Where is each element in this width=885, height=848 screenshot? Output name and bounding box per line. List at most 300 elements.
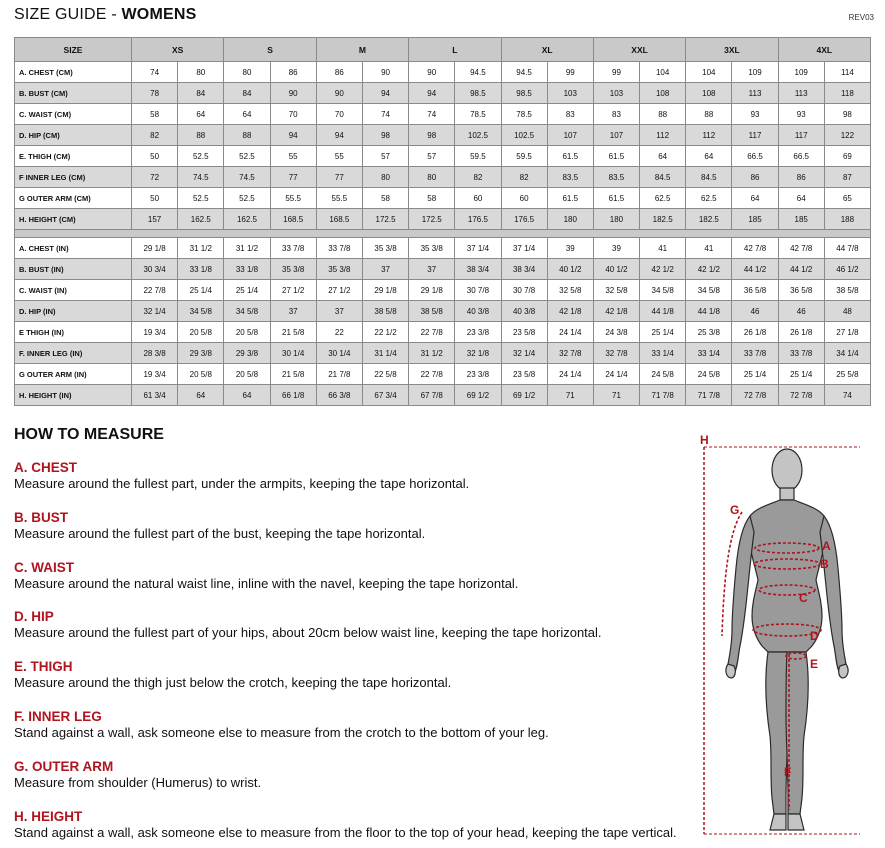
table-cell: 99 [593,62,639,83]
table-cell: 113 [778,83,824,104]
table-cell: 102.5 [501,125,547,146]
table-cell: 83.5 [547,167,593,188]
table-cell: 42 1/2 [640,259,686,280]
measure-item [14,560,694,592]
table-cell: 34 1/4 [824,343,870,364]
table-cell: 24 1/4 [547,322,593,343]
left-leg-shape [766,652,788,814]
revision-code: REV03 [848,13,874,22]
table-cell: 176.5 [455,209,501,230]
table-cell: 86 [778,167,824,188]
table-cell: 20 5/8 [224,322,270,343]
table-cell: 122 [824,125,870,146]
table-cell: 52.5 [224,188,270,209]
table-cell: 117 [732,125,778,146]
table-cell: 50 [132,188,178,209]
table-cell: 37 [362,259,408,280]
table-cell: 58 [362,188,408,209]
table-cell: 60 [501,188,547,209]
table-cell: 25 1/4 [224,280,270,301]
table-cell: 19 3/4 [132,322,178,343]
table-cell: 34 5/8 [224,301,270,322]
table-cell: 182.5 [640,209,686,230]
measure-item-description: Measure around the fullest part of your hips, about 20cm below waist line, keeping the tape horizontal. [14,625,602,641]
table-cell: 168.5 [316,209,362,230]
table-cell: 30 3/4 [132,259,178,280]
table-cell: 64 [178,385,224,406]
table-cell: 24 5/8 [686,364,732,385]
table-cell: 37 [316,301,362,322]
table-row [15,167,871,188]
table-cell: 46 1/2 [824,259,870,280]
table-cell: 64 [778,188,824,209]
table-cell: 74.5 [224,167,270,188]
page-header [14,4,874,28]
table-cell: 57 [409,146,455,167]
table-cell: 90 [316,83,362,104]
table-cell: 72 7/8 [732,385,778,406]
measure-item-description: Measure around the fullest part, under the armpits, keeping the tape horizontal. [14,476,470,491]
table-cell: 64 [224,104,270,125]
measure-item-name: G. OUTER ARM [14,758,114,774]
table-cell: 22 5/8 [362,364,408,385]
table-cell: 44 1/8 [640,301,686,322]
table-cell: 84 [178,83,224,104]
measure-item [14,460,694,492]
table-cell: 90 [362,62,408,83]
table-cell: 23 3/8 [455,322,501,343]
label-c: C [799,591,808,605]
table-cell: 71 [547,385,593,406]
table-cell: 98 [409,125,455,146]
measure-item [14,609,694,641]
head-shape [772,449,802,491]
table-row [15,125,871,146]
table-cell: 42 1/8 [547,301,593,322]
row-label: H. HEIGHT (CM) [15,209,132,230]
table-cell: 38 3/4 [455,259,501,280]
table-cell: 26 1/8 [778,322,824,343]
table-cell: 112 [640,125,686,146]
measure-item-name: E. THIGH [14,659,73,675]
row-label: B. BUST (CM) [15,83,132,104]
table-cell: 25 1/4 [778,364,824,385]
row-label: G OUTER ARM (IN) [15,364,132,385]
table-cell: 44 7/8 [824,238,870,259]
label-g: G [730,503,740,517]
table-cell: 65 [824,188,870,209]
table-cell: 61.5 [593,146,639,167]
row-label: C. WAIST (CM) [15,104,132,125]
table-cell: 55.5 [270,188,316,209]
table-cell: 117 [778,125,824,146]
title-prefix: SIZE GUIDE - [14,6,122,23]
table-cell: 62.5 [686,188,732,209]
table-cell: 66 1/8 [270,385,316,406]
table-cell: 80 [409,167,455,188]
table-cell: 64 [178,104,224,125]
table-cell: 44 1/2 [732,259,778,280]
table-cell: 90 [409,62,455,83]
table-cell: 22 1/2 [362,322,408,343]
table-cell: 59.5 [501,146,547,167]
size-header-xl: XL [501,38,593,62]
table-cell: 39 [547,238,593,259]
table-cell: 112 [686,125,732,146]
table-cell: 46 [732,301,778,322]
table-cell: 35 3/8 [316,259,362,280]
table-cell: 31 1/2 [224,238,270,259]
body-measurement-figure [690,430,870,840]
size-header-xxl: XXL [593,38,685,62]
table-cell: 55.5 [316,188,362,209]
table-cell: 35 3/8 [409,238,455,259]
table-cell: 52.5 [178,146,224,167]
table-row [15,209,871,230]
table-cell: 94.5 [455,62,501,83]
table-cell: 32 1/8 [455,343,501,364]
table-cell: 39 [593,238,639,259]
table-cell: 38 5/8 [409,301,455,322]
table-cell: 27 1/2 [316,280,362,301]
table-cell: 35 3/8 [362,238,408,259]
table-cell: 28 3/8 [132,343,178,364]
table-cell: 31 1/2 [409,343,455,364]
measure-item [14,709,694,741]
how-to-measure-title: HOW TO MEASURE [14,426,164,443]
table-cell: 33 1/4 [640,343,686,364]
measure-item-name: D. HIP [14,609,54,625]
table-cell: 25 1/4 [640,322,686,343]
table-cell: 25 1/4 [178,280,224,301]
table-cell: 48 [824,301,870,322]
table-cell: 70 [316,104,362,125]
row-label: B. BUST (IN) [15,259,132,280]
table-cell: 93 [778,104,824,125]
table-cell: 30 1/4 [270,343,316,364]
table-cell: 21 5/8 [270,322,316,343]
table-cell: 36 5/8 [732,280,778,301]
table-cell: 52.5 [224,146,270,167]
table-cell: 94 [409,83,455,104]
table-cell: 98.5 [455,83,501,104]
measure-item [14,659,694,691]
table-cell: 46 [778,301,824,322]
table-cell: 74 [409,104,455,125]
table-cell: 94 [270,125,316,146]
table-cell: 27 1/2 [270,280,316,301]
table-cell: 33 7/8 [316,238,362,259]
table-cell: 23 5/8 [501,364,547,385]
table-cell: 83.5 [593,167,639,188]
left-foot-shape [770,814,786,830]
table-cell: 72 7/8 [778,385,824,406]
table-cell: 88 [178,125,224,146]
table-cell: 55 [316,146,362,167]
table-cell: 103 [593,83,639,104]
table-cell: 172.5 [409,209,455,230]
table-cell: 23 5/8 [501,322,547,343]
table-cell: 86 [316,62,362,83]
table-cell: 41 [640,238,686,259]
table-cell: 71 [593,385,639,406]
table-cell: 185 [778,209,824,230]
table-cell: 71 7/8 [686,385,732,406]
table-cell: 162.5 [224,209,270,230]
table-cell: 58 [409,188,455,209]
table-cell: 20 5/8 [224,364,270,385]
table-cell: 62.5 [640,188,686,209]
table-cell: 168.5 [270,209,316,230]
table-cell: 77 [270,167,316,188]
table-cell: 31 1/4 [362,343,408,364]
table-cell: 84.5 [686,167,732,188]
table-cell: 84 [224,83,270,104]
table-cell: 22 7/8 [409,364,455,385]
table-cell: 66.5 [778,146,824,167]
table-cell: 61 3/4 [132,385,178,406]
table-cell: 44 1/8 [686,301,732,322]
table-cell: 107 [547,125,593,146]
table-cell: 82 [455,167,501,188]
hand-left-shape [726,664,735,678]
table-cell: 19 3/4 [132,364,178,385]
table-cell: 33 7/8 [778,343,824,364]
row-label: E. THIGH (CM) [15,146,132,167]
table-cell: 24 1/4 [547,364,593,385]
table-cell: 176.5 [501,209,547,230]
table-cell: 108 [640,83,686,104]
table-cell: 58 [132,104,178,125]
table-cell: 69 [824,146,870,167]
table-row [15,62,871,83]
measure-item-description: Measure around the thigh just below the crotch, keeping the tape horizontal. [14,675,452,691]
table-cell: 33 1/8 [224,259,270,280]
measure-item [14,510,694,542]
unit-divider-row [15,230,871,238]
table-cell: 64 [640,146,686,167]
table-row [15,259,871,280]
table-cell: 74 [362,104,408,125]
table-cell: 64 [224,385,270,406]
table-cell: 67 7/8 [409,385,455,406]
table-cell: 66.5 [732,146,778,167]
table-cell: 80 [178,62,224,83]
table-row [15,104,871,125]
table-cell: 157 [132,209,178,230]
measure-item-description: Measure from shoulder (Humerus) to wrist. [14,774,262,790]
measure-item-description: Stand against a wall, ask someone else to measure from the floor to the top of your head, keeping the tape vertical. [14,824,677,840]
table-cell: 37 [409,259,455,280]
table-cell: 82 [501,167,547,188]
table-cell: 29 3/8 [224,343,270,364]
table-cell: 180 [547,209,593,230]
table-cell: 37 1/4 [501,238,547,259]
label-d: D [810,629,819,643]
table-cell: 50 [132,146,178,167]
table-cell: 40 3/8 [501,301,547,322]
left-arm-shape [727,516,754,675]
table-cell: 102.5 [455,125,501,146]
table-cell: 90 [270,83,316,104]
table-cell: 40 1/2 [593,259,639,280]
table-cell: 99 [547,62,593,83]
table-cell: 33 1/8 [178,259,224,280]
table-cell: 38 5/8 [362,301,408,322]
measure-item-name: A. CHEST [14,460,78,475]
table-row [15,385,871,406]
table-row [15,188,871,209]
label-b: B [820,557,829,571]
body-diagram [690,430,870,840]
hand-right-shape [839,664,848,678]
table-cell: 34 5/8 [686,280,732,301]
row-label: A. CHEST (CM) [15,62,132,83]
table-cell: 69 1/2 [455,385,501,406]
table-cell: 33 7/8 [732,343,778,364]
table-cell: 93 [732,104,778,125]
table-cell: 98.5 [501,83,547,104]
table-cell: 118 [824,83,870,104]
table-cell: 84.5 [640,167,686,188]
table-cell: 94.5 [501,62,547,83]
size-header-xs: XS [132,38,224,62]
table-cell: 22 [316,322,362,343]
table-cell: 107 [593,125,639,146]
table-cell: 78.5 [455,104,501,125]
table-cell: 182.5 [686,209,732,230]
table-cell: 31 1/2 [178,238,224,259]
table-cell: 26 1/8 [732,322,778,343]
table-cell: 86 [270,62,316,83]
table-cell: 83 [593,104,639,125]
table-cell: 24 5/8 [640,364,686,385]
table-cell: 24 3/8 [593,322,639,343]
table-cell: 21 5/8 [270,364,316,385]
measure-item [14,759,694,791]
table-cell: 74 [132,62,178,83]
table-cell: 42 1/2 [686,259,732,280]
table-cell: 57 [362,146,408,167]
row-label: D. HIP (IN) [15,301,132,322]
table-cell: 34 5/8 [640,280,686,301]
table-row [15,280,871,301]
table-cell: 38 3/4 [501,259,547,280]
table-cell: 88 [224,125,270,146]
table-cell: 33 1/4 [686,343,732,364]
table-cell: 32 5/8 [547,280,593,301]
table-cell: 109 [732,62,778,83]
label-f: F [784,765,792,779]
table-cell: 44 1/2 [778,259,824,280]
table-cell: 185 [732,209,778,230]
table-cell: 40 3/8 [455,301,501,322]
row-label: G OUTER ARM (CM) [15,188,132,209]
table-cell: 114 [824,62,870,83]
row-label: E THIGH (IN) [15,322,132,343]
table-cell: 32 5/8 [593,280,639,301]
table-cell: 37 1/4 [455,238,501,259]
table-cell: 25 5/8 [824,364,870,385]
size-header-m: M [316,38,408,62]
table-cell: 104 [686,62,732,83]
table-cell: 30 7/8 [501,280,547,301]
measure-item-description: Measure around the natural waist line, inline with the navel, keeping the tape horizontal. [14,575,519,591]
table-cell: 64 [686,146,732,167]
table-cell: 104 [640,62,686,83]
table-cell: 66 3/8 [316,385,362,406]
table-cell: 23 3/8 [455,364,501,385]
row-label: D. HIP (CM) [15,125,132,146]
size-header-4xl: 4XL [778,38,870,62]
table-cell: 42 7/8 [732,238,778,259]
table-cell: 98 [362,125,408,146]
table-cell: 80 [362,167,408,188]
table-cell: 33 7/8 [270,238,316,259]
table-cell: 113 [732,83,778,104]
label-a: A [822,539,831,553]
page-title [14,6,196,24]
table-cell: 88 [640,104,686,125]
table-cell: 30 7/8 [455,280,501,301]
table-cell: 25 3/8 [686,322,732,343]
size-header-l: L [409,38,501,62]
table-row [15,146,871,167]
table-cell: 24 1/4 [593,364,639,385]
table-cell: 83 [547,104,593,125]
table-cell: 188 [824,209,870,230]
table-cell: 55 [270,146,316,167]
table-cell: 67 3/4 [362,385,408,406]
table-cell: 108 [686,83,732,104]
table-cell: 30 1/4 [316,343,362,364]
table-cell: 36 5/8 [778,280,824,301]
row-label: F INNER LEG (CM) [15,167,132,188]
table-row [15,364,871,385]
table-cell: 20 5/8 [178,322,224,343]
unit-divider [15,230,871,238]
table-cell: 78 [132,83,178,104]
table-cell: 64 [732,188,778,209]
table-cell: 80 [224,62,270,83]
size-header-s: S [224,38,316,62]
table-cell: 74 [824,385,870,406]
table-cell: 59.5 [455,146,501,167]
table-cell: 180 [593,209,639,230]
table-cell: 69 1/2 [501,385,547,406]
table-cell: 29 1/8 [132,238,178,259]
table-cell: 172.5 [362,209,408,230]
table-cell: 60 [455,188,501,209]
measure-item-description: Measure around the fullest part of the bust, keeping the tape horizontal. [14,525,426,541]
table-cell: 37 [270,301,316,322]
neck-shape [780,488,794,500]
size-header-row [15,38,871,62]
measure-item-name: H. HEIGHT [14,808,83,824]
row-label: A. CHEST (IN) [15,238,132,259]
title-bold: WOMENS [121,6,197,23]
table-row [15,238,871,259]
table-cell: 87 [824,167,870,188]
table-cell: 109 [778,62,824,83]
table-cell: 41 [686,238,732,259]
table-cell: 22 7/8 [409,322,455,343]
row-label: C. WAIST (IN) [15,280,132,301]
table-cell: 61.5 [547,188,593,209]
measure-item [14,809,694,841]
size-column-header: SIZE [15,38,132,62]
table-cell: 29 1/8 [409,280,455,301]
